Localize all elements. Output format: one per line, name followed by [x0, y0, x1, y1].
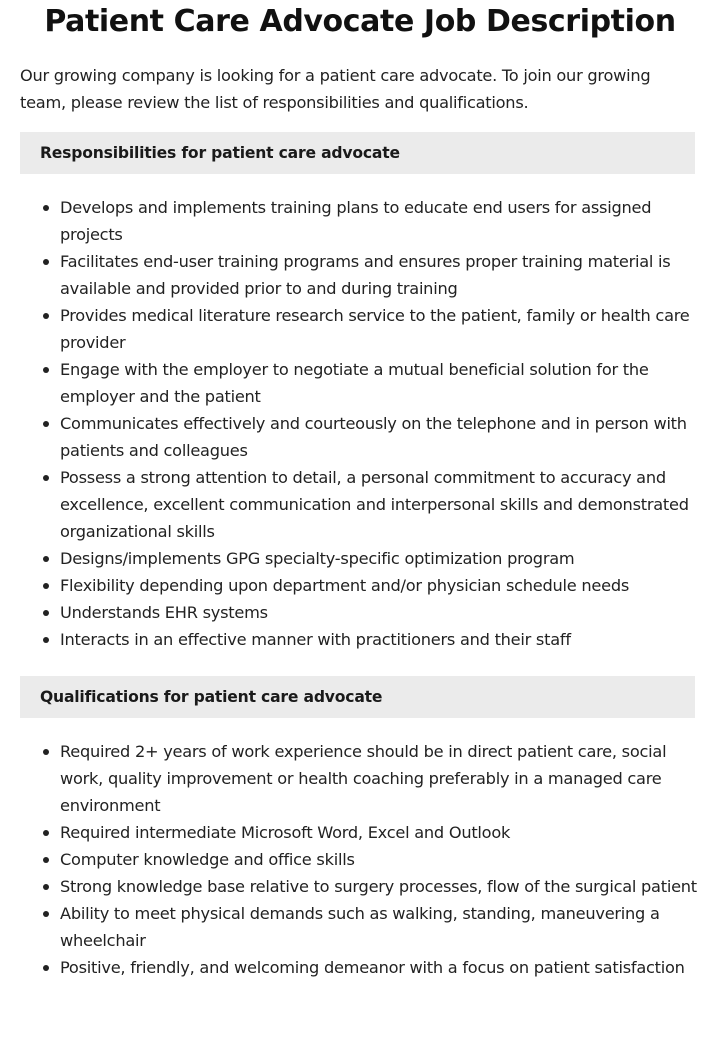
page-title: Patient Care Advocate Job Description: [44, 4, 676, 39]
qualifications-list: [0, 738, 720, 981]
list-item: Required 2+ years of work experience should be in direct patient care, social work, quality improvement or health coaching preferably in a managed care environment: [60, 738, 698, 819]
intro-paragraph: Our growing company is looking for a patient care advocate. To join our growing team, please review the list of responsibilities and qualifications.: [20, 66, 651, 112]
list-item: Understands EHR systems: [60, 599, 698, 626]
list-item: Flexibility depending upon department and/or physician schedule needs: [60, 572, 698, 599]
responsibilities-list: [0, 194, 720, 653]
list-item: Communicates effectively and courteously on the telephone and in person with patients and colleagues: [60, 410, 698, 464]
responsibilities-heading: Responsibilities for patient care advocate: [20, 132, 695, 174]
list-item: Develops and implements training plans to educate end users for assigned projects: [60, 194, 698, 248]
list-item: Provides medical literature research service to the patient, family or health care provider: [60, 302, 698, 356]
list-item: Computer knowledge and office skills: [60, 846, 698, 873]
list-item: Interacts in an effective manner with practitioners and their staff: [60, 626, 698, 653]
list-item: Facilitates end-user training programs and ensures proper training material is available and provided prior to and during training: [60, 248, 698, 302]
list-item: Required intermediate Microsoft Word, Excel and Outlook: [60, 819, 698, 846]
list-item: Positive, friendly, and welcoming demeanor with a focus on patient satisfaction: [60, 954, 698, 981]
list-item: Ability to meet physical demands such as walking, standing, maneuvering a wheelchair: [60, 900, 698, 954]
qualifications-heading: Qualifications for patient care advocate: [20, 676, 695, 718]
list-item: Possess a strong attention to detail, a personal commitment to accuracy and excellence, excellent communication and interpersonal skills and demonstrated organizational skills: [60, 464, 698, 545]
list-item: Engage with the employer to negotiate a mutual beneficial solution for the employer and the patient: [60, 356, 698, 410]
list-item: Strong knowledge base relative to surgery processes, flow of the surgical patient: [60, 873, 698, 900]
list-item: Designs/implements GPG specialty-specific optimization program: [60, 545, 698, 572]
